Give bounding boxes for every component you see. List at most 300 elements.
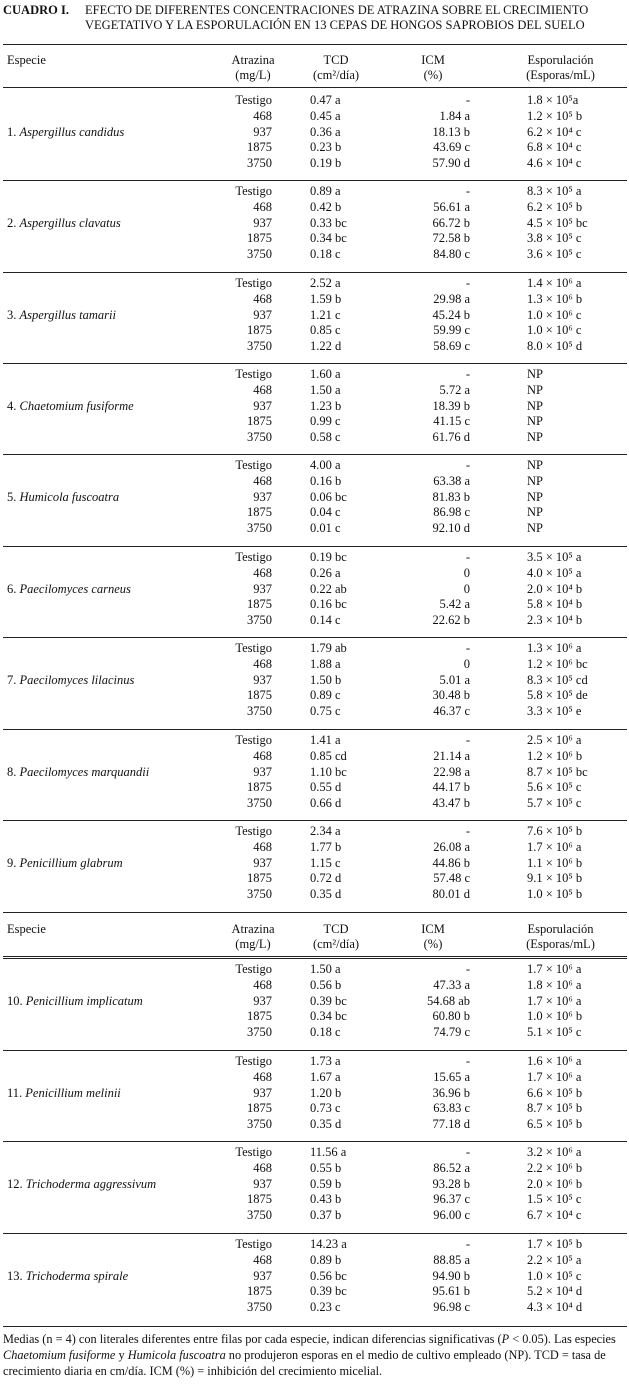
esporulacion-cell: 5.8 × 10⁵ de xyxy=(527,688,588,703)
species-group xyxy=(3,366,627,446)
header-rule-repeat xyxy=(3,956,627,957)
table-row xyxy=(3,565,627,581)
group-rule xyxy=(3,958,627,959)
table-row xyxy=(3,961,627,977)
table-row xyxy=(3,322,627,338)
species-name: 3. Aspergillus tamarii xyxy=(7,308,116,322)
table-row xyxy=(3,795,627,811)
species-name: 6. Paecilomyces carneus xyxy=(7,582,131,596)
tcd-cell: 0.72 d xyxy=(310,871,342,886)
esporulacion-cell: 4.6 × 10⁴ c xyxy=(527,156,582,171)
atrazina-cell: 468 xyxy=(253,977,272,992)
table-row xyxy=(3,870,627,886)
tcd-cell: 0.56 bc xyxy=(310,1268,347,1283)
esporulacion-cell: 3.6 × 10⁵ c xyxy=(527,247,582,262)
esporulacion-cell: 1.2 × 10⁶ b xyxy=(527,748,583,763)
group-rule xyxy=(3,1141,627,1142)
atrazina-cell: 1875 xyxy=(247,505,272,520)
table-row xyxy=(3,823,627,839)
table-row xyxy=(3,199,627,215)
table-row xyxy=(3,779,627,795)
icm-cell: 44.86 b xyxy=(432,855,470,870)
tcd-cell: 1.88 a xyxy=(310,656,341,671)
table-row xyxy=(3,1069,627,1085)
table-row xyxy=(3,1100,627,1116)
esporulacion-cell: 1.1 × 10⁶ b xyxy=(527,855,583,870)
tcd-cell: 0.43 b xyxy=(310,1192,342,1207)
icm-cell: - xyxy=(465,458,470,472)
species-name: 10. Penicillium implicatum xyxy=(7,994,143,1008)
atrazina-cell: Testigo xyxy=(235,184,272,198)
esporulacion-cell: 1.7 × 10⁵ b xyxy=(527,1237,583,1251)
tcd-cell: 1.20 b xyxy=(310,1085,342,1100)
atrazina-cell: 1875 xyxy=(247,1284,272,1299)
esporulacion-cell: 1.7 × 10⁶ a xyxy=(527,1069,582,1084)
table-header-repeat xyxy=(3,920,627,954)
esporulacion-cell: 2.2 × 10⁶ b xyxy=(527,1160,583,1175)
tcd-cell: 14.23 a xyxy=(310,1237,347,1251)
icm-cell: 5.42 a xyxy=(439,597,470,612)
group-rule xyxy=(3,454,627,455)
header-tcd: TCD (cm²/día) xyxy=(312,922,360,951)
table-row xyxy=(3,886,627,902)
table-row xyxy=(3,581,627,597)
table-row xyxy=(3,1299,627,1315)
icm-cell: - xyxy=(465,824,470,838)
table-row xyxy=(3,1053,627,1069)
header-esporulacion: Esporulación (Esporas/mL) xyxy=(526,922,595,951)
esporulacion-cell: 2.3 × 10⁴ b xyxy=(527,613,583,628)
tcd-cell: 0.37 b xyxy=(310,1208,342,1223)
esporulacion-cell: NP xyxy=(527,382,543,397)
tcd-cell: 0.18 c xyxy=(310,247,341,262)
table-header xyxy=(3,51,627,85)
esporulacion-cell: 8.3 × 10⁵ a xyxy=(527,184,582,198)
esporulacion-cell: 5.7 × 10⁵ c xyxy=(527,796,582,811)
atrazina-cell: 937 xyxy=(253,1085,272,1100)
icm-cell: - xyxy=(465,1237,470,1251)
atrazina-cell: Testigo xyxy=(235,276,272,290)
esporulacion-cell: 3.5 × 10⁵ a xyxy=(527,550,582,564)
atrazina-cell: Testigo xyxy=(235,1145,272,1159)
icm-cell: 74.79 c xyxy=(433,1025,470,1040)
atrazina-cell: 937 xyxy=(253,672,272,687)
esporulacion-cell: 1.0 × 10⁵ c xyxy=(527,1268,582,1283)
species-name: 4. Chaetomium fusiforme xyxy=(7,399,134,413)
tcd-cell: 1.77 b xyxy=(310,839,342,854)
atrazina-cell: 468 xyxy=(253,748,272,763)
atrazina-cell: 468 xyxy=(253,1252,272,1267)
atrazina-cell: 3750 xyxy=(247,1025,272,1040)
esporulacion-cell: 2.2 × 10⁵ a xyxy=(527,1252,582,1267)
species-group xyxy=(3,549,627,629)
icm-cell: 80.01 d xyxy=(432,887,470,902)
tcd-cell: 1.60 a xyxy=(310,367,341,381)
table-row xyxy=(3,1283,627,1299)
icm-cell: - xyxy=(465,1145,470,1159)
group-rule xyxy=(3,546,627,547)
table-row xyxy=(3,382,627,398)
esporulacion-cell: 2.0 × 10⁴ b xyxy=(527,581,583,596)
table-row xyxy=(3,230,627,246)
tcd-cell: 0.58 c xyxy=(310,430,341,445)
icm-cell: - xyxy=(465,550,470,564)
icm-cell: - xyxy=(465,1054,470,1068)
icm-cell: 81.83 b xyxy=(432,489,470,504)
icm-cell: 0 xyxy=(463,565,470,580)
esporulacion-cell: 3.8 × 10⁵ c xyxy=(527,231,582,246)
atrazina-cell: 3750 xyxy=(247,430,272,445)
table-row xyxy=(3,1144,627,1160)
table-row xyxy=(3,1252,627,1268)
tcd-cell: 1.23 b xyxy=(310,398,342,413)
esporulacion-cell: NP xyxy=(527,430,543,445)
esporulacion-cell: 3.3 × 10⁵ e xyxy=(527,704,582,719)
icm-cell: - xyxy=(465,93,470,107)
species-group xyxy=(3,92,627,172)
atrazina-cell: 3750 xyxy=(247,156,272,171)
group-rule xyxy=(3,272,627,273)
atrazina-cell: Testigo xyxy=(235,458,272,472)
table-row xyxy=(3,1116,627,1132)
table-row xyxy=(3,748,627,764)
icm-cell: 72.58 b xyxy=(432,231,470,246)
atrazina-cell: 3750 xyxy=(247,339,272,354)
tcd-cell: 0.89 b xyxy=(310,1252,342,1267)
group-rule xyxy=(3,729,627,730)
table-row xyxy=(3,549,627,565)
icm-cell: - xyxy=(465,184,470,198)
icm-cell: 47.33 a xyxy=(433,977,470,992)
tcd-cell: 0.75 c xyxy=(310,704,341,719)
icm-cell: 22.98 a xyxy=(433,764,470,779)
tcd-cell: 0.89 a xyxy=(310,184,341,198)
esporulacion-cell: 1.7 × 10⁶ a xyxy=(527,962,582,976)
atrazina-cell: Testigo xyxy=(235,1237,272,1251)
esporulacion-cell: 1.0 × 10⁶ c xyxy=(527,307,582,322)
atrazina-cell: 1875 xyxy=(247,231,272,246)
tcd-cell: 0.22 ab xyxy=(310,581,347,596)
species-group xyxy=(3,640,627,720)
esporulacion-cell: 4.5 × 10⁵ bc xyxy=(527,215,588,230)
table-row xyxy=(3,640,627,656)
tcd-cell: 0.39 bc xyxy=(310,993,347,1008)
esporulacion-cell: 8.7 × 10⁵ bc xyxy=(527,764,588,779)
table-row xyxy=(3,1085,627,1101)
species-name: 8. Paecilomyces marquandii xyxy=(7,765,150,779)
icm-cell: 59.99 c xyxy=(433,323,470,338)
tcd-cell: 0.26 a xyxy=(310,565,341,580)
icm-cell: 46.37 c xyxy=(433,704,470,719)
atrazina-cell: 1875 xyxy=(247,597,272,612)
header-esporulacion: Esporulación (Esporas/mL) xyxy=(526,53,595,82)
table-row xyxy=(3,183,627,199)
esporulacion-cell: 1.2 × 10⁶ bc xyxy=(527,656,588,671)
footnote: Medias (n = 4) con literales diferentes entre filas por cada especie, indican diferencias significativas (P < 0.05). Las especies Chaetomium fusiforme y Humicola fuscoatra no produjeron esporas en el medio de cultivo empleado (NP). TCD = tasa de crecimiento diaria en cm/día. ICM (%) = inhibición del crecimiento micelial. xyxy=(3,1332,616,1378)
icm-cell: 5.01 a xyxy=(439,672,470,687)
icm-cell: 96.98 c xyxy=(433,1300,470,1315)
icm-cell: 15.65 a xyxy=(433,1069,470,1084)
atrazina-cell: 937 xyxy=(253,1268,272,1283)
icm-cell: 63.38 a xyxy=(433,473,470,488)
esporulacion-cell: NP xyxy=(527,414,543,429)
table-row xyxy=(3,489,627,505)
icm-cell: 86.98 c xyxy=(433,505,470,520)
esporulacion-cell: 6.7 × 10⁴ c xyxy=(527,1208,582,1223)
tcd-cell: 0.16 bc xyxy=(310,597,347,612)
atrazina-cell: 1875 xyxy=(247,688,272,703)
icm-cell: 57.90 d xyxy=(432,156,470,171)
icm-cell: - xyxy=(465,733,470,747)
tcd-cell: 0.99 c xyxy=(310,414,341,429)
esporulacion-cell: 6.8 × 10⁴ c xyxy=(527,140,582,155)
table-row xyxy=(3,1024,627,1040)
tcd-cell: 1.22 d xyxy=(310,339,342,354)
group-rule xyxy=(3,363,627,364)
esporulacion-cell: 1.3 × 10⁶ b xyxy=(527,291,583,306)
table-row xyxy=(3,215,627,231)
icm-cell: 84.80 c xyxy=(433,247,470,262)
species-group xyxy=(3,1236,627,1316)
header-atrazina: Atrazina (mg/L) xyxy=(231,922,275,951)
atrazina-cell: Testigo xyxy=(235,367,272,381)
icm-cell: - xyxy=(465,641,470,655)
tcd-cell: 1.50 a xyxy=(310,962,341,976)
tcd-cell: 0.59 b xyxy=(310,1176,342,1191)
icm-cell: 0 xyxy=(463,656,470,671)
esporulacion-cell: 1.8 × 10⁵a xyxy=(527,93,579,107)
atrazina-cell: 468 xyxy=(253,839,272,854)
tcd-cell: 0.04 c xyxy=(310,505,341,520)
atrazina-cell: Testigo xyxy=(235,641,272,655)
atrazina-cell: Testigo xyxy=(235,733,272,747)
table-row xyxy=(3,246,627,262)
header-rule xyxy=(3,87,627,88)
species-name: 7. Paecilomyces lilacinus xyxy=(7,673,135,687)
tcd-cell: 0.16 b xyxy=(310,473,342,488)
table-row xyxy=(3,92,627,108)
header-icm: ICM (%) xyxy=(421,53,445,82)
tcd-cell: 0.23 b xyxy=(310,140,342,155)
table-row xyxy=(3,307,627,323)
table-row xyxy=(3,672,627,688)
atrazina-cell: Testigo xyxy=(235,824,272,838)
tcd-cell: 1.79 ab xyxy=(310,641,347,655)
esporulacion-cell: NP xyxy=(527,458,543,472)
tcd-cell: 0.89 c xyxy=(310,688,341,703)
tcd-cell: 0.19 bc xyxy=(310,550,347,564)
table-row xyxy=(3,1207,627,1223)
species-group xyxy=(3,1053,627,1133)
atrazina-cell: 937 xyxy=(253,764,272,779)
atrazina-cell: 1875 xyxy=(247,871,272,886)
esporulacion-cell: NP xyxy=(527,398,543,413)
atrazina-cell: 468 xyxy=(253,565,272,580)
tcd-cell: 0.14 c xyxy=(310,613,341,628)
esporulacion-cell: NP xyxy=(527,521,543,536)
tcd-cell: 0.56 b xyxy=(310,977,342,992)
species-group xyxy=(3,823,627,903)
species-group xyxy=(3,732,627,812)
esporulacion-cell: 3.2 × 10⁶ a xyxy=(527,1145,582,1159)
icm-cell: 60.80 b xyxy=(432,1009,470,1024)
atrazina-cell: Testigo xyxy=(235,93,272,107)
esporulacion-cell: 1.7 × 10⁶ a xyxy=(527,993,582,1008)
table-row xyxy=(3,338,627,354)
atrazina-cell: 1875 xyxy=(247,414,272,429)
icm-cell: 18.13 b xyxy=(432,124,470,139)
tcd-cell: 0.36 a xyxy=(310,124,341,139)
atrazina-cell: 937 xyxy=(253,215,272,230)
icm-cell: 1.84 a xyxy=(439,108,470,123)
table-row xyxy=(3,457,627,473)
species-name: 5. Humicola fuscoatra xyxy=(7,490,120,504)
table-row xyxy=(3,993,627,1009)
icm-cell: 61.76 d xyxy=(432,430,470,445)
atrazina-cell: 1875 xyxy=(247,1192,272,1207)
table-row xyxy=(3,612,627,628)
tcd-cell: 0.19 b xyxy=(310,156,342,171)
tcd-cell: 0.45 a xyxy=(310,108,341,123)
table-row xyxy=(3,155,627,171)
tcd-cell: 0.55 b xyxy=(310,1160,342,1175)
tcd-cell: 1.67 a xyxy=(310,1069,341,1084)
atrazina-cell: 937 xyxy=(253,581,272,596)
atrazina-cell: 3750 xyxy=(247,1208,272,1223)
atrazina-cell: 468 xyxy=(253,1069,272,1084)
atrazina-cell: 937 xyxy=(253,855,272,870)
group-rule xyxy=(3,1050,627,1051)
species-group xyxy=(3,183,627,263)
icm-cell: 18.39 b xyxy=(432,398,470,413)
esporulacion-cell: 1.4 × 10⁶ a xyxy=(527,276,582,290)
esporulacion-cell: 5.6 × 10⁵ c xyxy=(527,780,582,795)
atrazina-cell: 3750 xyxy=(247,521,272,536)
species-name: 12. Trichoderma aggressivum xyxy=(7,1177,157,1191)
icm-cell: 36.96 b xyxy=(432,1085,470,1100)
esporulacion-cell: 7.6 × 10⁵ b xyxy=(527,824,583,838)
group-rule xyxy=(3,180,627,181)
icm-cell: 86.52 a xyxy=(433,1160,470,1175)
caption-label: CUADRO I. xyxy=(3,3,69,17)
table-row xyxy=(3,703,627,719)
icm-cell: 30.48 b xyxy=(432,688,470,703)
caption-text: EFECTO DE DIFERENTES CONCENTRACIONES DE ATRAZINA SOBRE EL CRECIMIENTO VEGETATIVO Y LA ESPORULACIÓN EN 13 CEPAS DE HONGOS SAPROBIOS DEL SUELO xyxy=(85,3,589,32)
group-rule xyxy=(3,1233,627,1234)
tcd-cell: 0.35 d xyxy=(310,1117,342,1132)
tcd-cell: 0.35 d xyxy=(310,887,342,902)
atrazina-cell: 937 xyxy=(253,307,272,322)
atrazina-cell: Testigo xyxy=(235,962,272,976)
esporulacion-cell: 5.8 × 10⁴ b xyxy=(527,597,583,612)
table-row xyxy=(3,473,627,489)
species-name: 1. Aspergillus candidus xyxy=(7,125,125,139)
tcd-cell: 0.66 d xyxy=(310,796,342,811)
esporulacion-cell: 4.0 × 10⁵ a xyxy=(527,565,582,580)
header-especie: Especie xyxy=(7,53,46,67)
species-group xyxy=(3,1144,627,1224)
atrazina-cell: 3750 xyxy=(247,796,272,811)
atrazina-cell: 3750 xyxy=(247,247,272,262)
atrazina-cell: 1875 xyxy=(247,1009,272,1024)
atrazina-cell: 1875 xyxy=(247,780,272,795)
esporulacion-cell: 6.2 × 10⁵ b xyxy=(527,199,583,214)
esporulacion-cell: 1.5 × 10⁵ c xyxy=(527,1192,582,1207)
table-row xyxy=(3,1176,627,1192)
icm-cell: 66.72 b xyxy=(432,215,470,230)
species-name: 11. Penicillium melinii xyxy=(7,1086,121,1100)
header-especie: Especie xyxy=(7,922,46,936)
esporulacion-cell: 5.2 × 10⁴ d xyxy=(527,1284,583,1299)
esporulacion-cell: 1.0 × 10⁶ b xyxy=(527,1009,583,1024)
esporulacion-cell: 6.2 × 10⁴ c xyxy=(527,124,582,139)
icm-cell: 56.61 a xyxy=(433,199,470,214)
icm-cell: 95.61 b xyxy=(432,1284,470,1299)
esporulacion-cell: 1.8 × 10⁶ a xyxy=(527,977,582,992)
group-rule xyxy=(3,820,627,821)
tcd-cell: 0.23 c xyxy=(310,1300,341,1315)
icm-cell: 94.90 b xyxy=(432,1268,470,1283)
tcd-cell: 0.34 bc xyxy=(310,231,347,246)
table-row xyxy=(3,139,627,155)
atrazina-cell: Testigo xyxy=(235,1054,272,1068)
species-name: 2. Aspergillus clavatus xyxy=(7,216,121,230)
table-row xyxy=(3,977,627,993)
icm-cell: 41.15 c xyxy=(433,414,470,429)
species-group xyxy=(3,961,627,1041)
atrazina-cell: 3750 xyxy=(247,704,272,719)
esporulacion-cell: 6.5 × 10⁵ b xyxy=(527,1117,583,1132)
icm-cell: 43.69 c xyxy=(433,140,470,155)
table-row xyxy=(3,1236,627,1252)
icm-cell: 96.37 c xyxy=(433,1192,470,1207)
tcd-cell: 2.52 a xyxy=(310,276,341,290)
atrazina-cell: 468 xyxy=(253,108,272,123)
esporulacion-cell: 1.0 × 10⁶ c xyxy=(527,323,582,338)
esporulacion-cell: 8.3 × 10⁵ cd xyxy=(527,672,588,687)
tcd-cell: 0.34 bc xyxy=(310,1009,347,1024)
esporulacion-cell: 8.0 × 10⁵ d xyxy=(527,339,583,354)
icm-cell: 45.24 b xyxy=(432,307,470,322)
tcd-cell: 0.55 d xyxy=(310,780,342,795)
tcd-cell: 0.18 c xyxy=(310,1025,341,1040)
esporulacion-cell: NP xyxy=(527,473,543,488)
icm-cell: 92.10 d xyxy=(432,521,470,536)
esporulacion-cell: 2.5 × 10⁶ a xyxy=(527,733,582,747)
icm-cell: 58.69 c xyxy=(433,339,470,354)
icm-cell: 96.00 c xyxy=(433,1208,470,1223)
icm-cell: 88.85 a xyxy=(433,1252,470,1267)
icm-cell: 0 xyxy=(463,581,470,596)
tcd-cell: 1.50 b xyxy=(310,672,342,687)
header-atrazina: Atrazina (mg/L) xyxy=(231,53,275,82)
table-row xyxy=(3,520,627,536)
tcd-cell: 0.42 b xyxy=(310,199,342,214)
group-rule xyxy=(3,637,627,638)
atrazina-cell: 468 xyxy=(253,199,272,214)
header-tcd: TCD (cm²/día) xyxy=(312,53,360,82)
tcd-cell: 0.39 bc xyxy=(310,1284,347,1299)
icm-cell: 22.62 b xyxy=(432,613,470,628)
atrazina-cell: 1875 xyxy=(247,1101,272,1116)
icm-cell: 57.48 c xyxy=(433,871,470,886)
table-row xyxy=(3,398,627,414)
tcd-cell: 1.73 a xyxy=(310,1054,341,1068)
species-name: 9. Penicillium glabrum xyxy=(7,856,123,870)
atrazina-cell: 3750 xyxy=(247,613,272,628)
atrazina-cell: 3750 xyxy=(247,1117,272,1132)
table-row xyxy=(3,429,627,445)
